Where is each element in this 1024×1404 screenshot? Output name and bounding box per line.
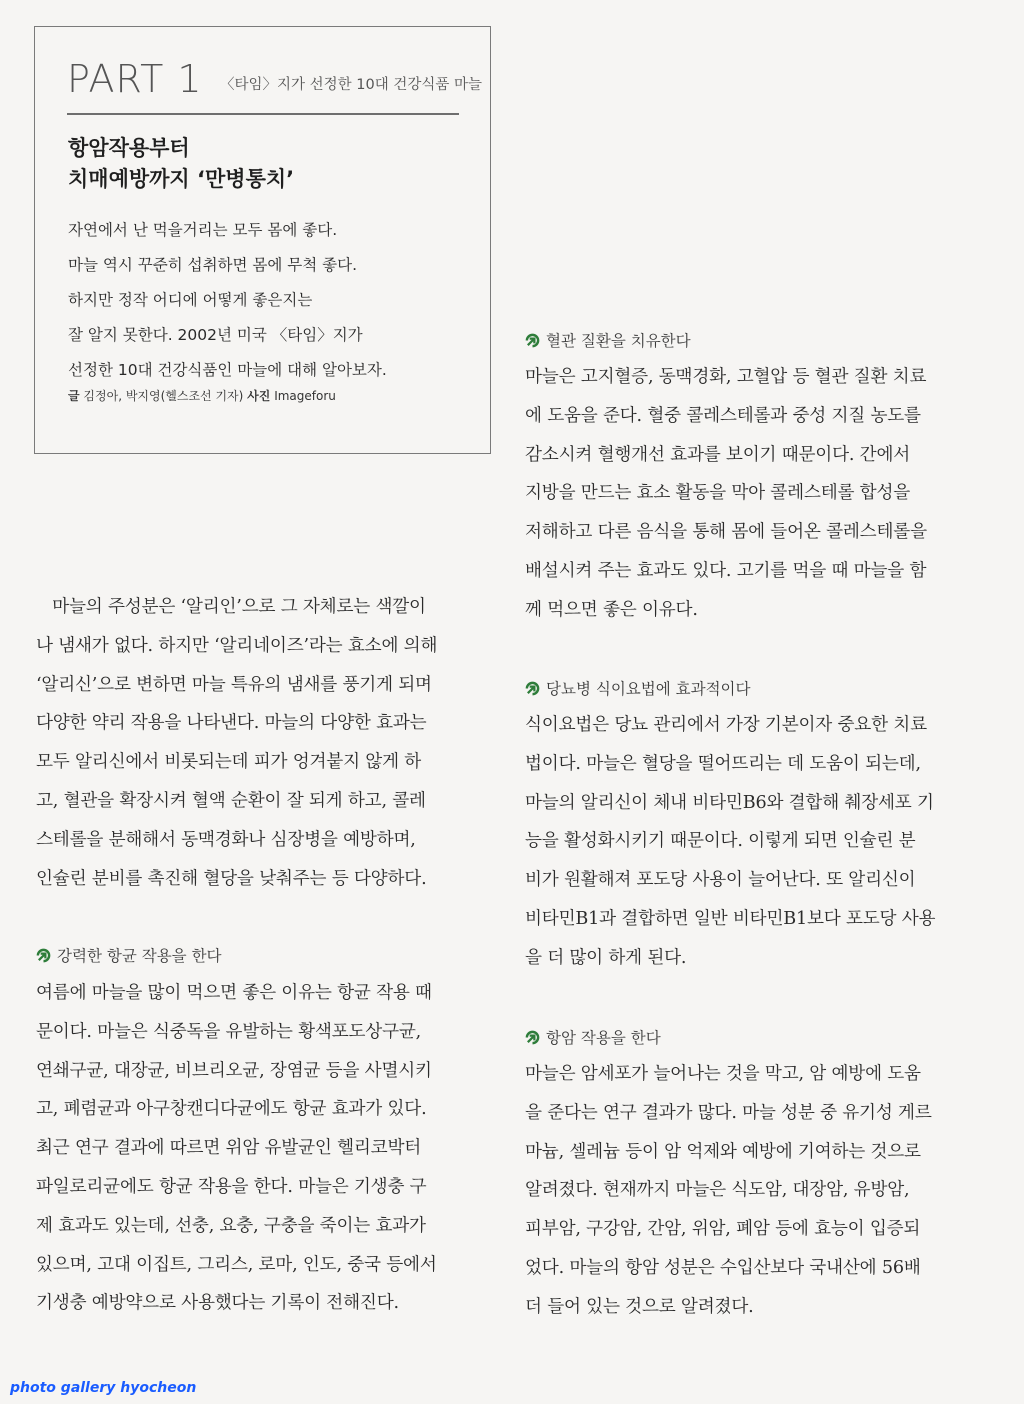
- paragraph-line: 있으며, 고대 이집트, 그리스, 로마, 인도, 중국 등에서: [36, 1254, 437, 1275]
- lead-line: 잘 알지 못한다. 2002년 미국 〈타임〉지가: [68, 326, 363, 344]
- headline: [68, 133, 468, 195]
- paragraph-line: 인슐린 분비를 촉진해 혈당을 낮춰주는 등 다양하다.: [36, 868, 427, 889]
- paragraph-line: 고, 폐렴균과 아구창캔디다균에도 항균 효과가 있다.: [36, 1099, 427, 1120]
- lead-line: 자연에서 난 먹을거리는 모두 몸에 좋다.: [68, 221, 338, 239]
- paragraph-line: 을 더 많이 하게 된다.: [525, 947, 687, 968]
- arrow-bullet-icon: [525, 1030, 540, 1045]
- headline-line: 항암작용부터: [68, 136, 190, 160]
- section-title: 항암 작용을 한다: [546, 1029, 661, 1047]
- intro-box: [34, 26, 491, 454]
- byline-photo-source: Imageforu: [274, 389, 336, 403]
- paragraph-line: 었다. 마늘의 항암 성분은 수입산보다 국내산에 56배: [525, 1257, 921, 1278]
- section-heading-anticancer: [525, 1026, 661, 1048]
- paragraph-line: 지방을 만드는 효소 활동을 막아 콜레스테롤 합성을: [525, 483, 911, 504]
- byline-authors: 김정아, 박지영(헬스조선 기자): [83, 389, 244, 403]
- paragraph-line: 최근 연구 결과에 따르면 위암 유발균인 헬리코박터: [36, 1138, 422, 1159]
- section-title: 강력한 항균 작용을 한다: [57, 947, 222, 965]
- part-subtitle: 〈타임〉지가 선정한 10대 건강식품 마늘: [220, 77, 482, 93]
- paragraph-line: 마늘은 고지혈증, 동맥경화, 고혈압 등 혈관 질환 치료: [525, 367, 927, 387]
- paragraph-line: 배설시켜 주는 효과도 있다. 고기를 먹을 때 마늘을 함: [525, 560, 927, 581]
- paragraph-line: 을 준다는 연구 결과가 많다. 마늘 성분 중 유기성 게르: [525, 1102, 932, 1123]
- arrow-bullet-icon: [525, 681, 540, 696]
- arrow-bullet-icon: [36, 948, 51, 963]
- paragraph-line: 모두 알리신에서 비롯되는데 피가 엉겨붙지 않게 하: [36, 752, 422, 773]
- paragraph-line: 스테롤을 분해해서 동맥경화나 심장병을 예방하며,: [36, 829, 416, 850]
- paragraph-line: 저해하고 다른 음식을 통해 몸에 들어온 콜레스테롤을: [525, 522, 927, 543]
- paragraph-line: 비가 원활해져 포도당 사용이 늘어난다. 또 알리신이: [525, 870, 916, 891]
- watermark: photo gallery hyocheon: [10, 1380, 197, 1396]
- section-title: 당뇨병 식이요법에 효과적이다: [546, 680, 751, 698]
- header-divider: [67, 113, 459, 115]
- paragraph-line: 마늄, 셀레늄 등이 암 억제와 예방에 기여하는 것으로: [525, 1141, 921, 1162]
- paragraph-line: 피부암, 구강암, 간암, 위암, 폐암 등에 효능이 입증되: [525, 1219, 921, 1240]
- section-body-vascular: [525, 358, 987, 630]
- left-intro-paragraph: [36, 588, 496, 898]
- section-body-antibacterial: [36, 974, 496, 1323]
- section-heading-diabetes: [525, 677, 751, 699]
- paragraph-line: 비타민B1과 결합하면 일반 비타민B1보다 포도당 사용: [525, 908, 936, 929]
- section-body-diabetes: [525, 706, 987, 978]
- lead-paragraph: [68, 213, 488, 388]
- byline-text-label: 글: [68, 389, 80, 403]
- lead-line: 하지만 정작 어디에 어떻게 좋은지는: [68, 291, 313, 309]
- paragraph-line: 고, 혈관을 확장시켜 혈액 순환이 잘 되게 하고, 콜레: [36, 790, 426, 811]
- paragraph-line: 더 들어 있는 것으로 알려졌다.: [525, 1296, 754, 1317]
- byline-photo-label: 사진: [247, 389, 271, 403]
- paragraph-line: 능을 활성화시키기 때문이다. 이렇게 되면 인슐린 분: [525, 831, 916, 852]
- part-label: PART 1: [67, 57, 203, 101]
- paragraph-line: 마늘의 알리신이 체내 비타민B6와 결합해 췌장세포 기: [525, 792, 934, 813]
- paragraph-line: 에 도움을 준다. 혈중 콜레스테롤과 중성 지질 농도를: [525, 405, 921, 426]
- headline-line: 치매예방까지 ‘만병통치’: [68, 167, 295, 191]
- paragraph-line: 기생충 예방약으로 사용했다는 기록이 전해진다.: [36, 1293, 399, 1314]
- lead-line: 선정한 10대 건강식품인 마늘에 대해 알아보자.: [68, 361, 387, 379]
- paragraph-line: 께 먹으면 좋은 이유다.: [525, 599, 698, 620]
- paragraph-line: 파일로리균에도 항균 작용을 한다. 마늘은 기생충 구: [36, 1176, 427, 1197]
- paragraph-line: 감소시켜 혈행개선 효과를 보이기 때문이다. 간에서: [525, 444, 911, 465]
- paragraph-line: 다양한 약리 작용을 나타낸다. 마늘의 다양한 효과는: [36, 713, 427, 734]
- section-heading-antibacterial: [36, 944, 222, 966]
- paragraph-line: 제 효과도 있는데, 선충, 요충, 구충을 죽이는 효과가: [36, 1215, 426, 1236]
- paragraph-line: 알려졌다. 현재까지 마늘은 식도암, 대장암, 유방암,: [525, 1180, 910, 1201]
- paragraph-line: ‘알리신’으로 변하면 마늘 특유의 냄새를 풍기게 되며: [36, 674, 432, 695]
- section-body-anticancer: [525, 1055, 987, 1327]
- byline: [68, 387, 336, 404]
- paragraph-line: 마늘은 암세포가 늘어나는 것을 막고, 암 예방에 도움: [525, 1064, 921, 1084]
- arrow-bullet-icon: [525, 333, 540, 348]
- lead-line: 마늘 역시 꾸준히 섭취하면 몸에 무척 좋다.: [68, 256, 358, 274]
- section-title: 혈관 질환을 치유한다: [546, 332, 691, 350]
- paragraph-line: 마늘의 주성분은 ‘알리인’으로 그 자체로는 색깔이: [36, 597, 426, 617]
- paragraph-line: 나 냄새가 없다. 하지만 ‘알리네이즈’라는 효소에 의해: [36, 635, 438, 656]
- paragraph-line: 연쇄구균, 대장균, 비브리오균, 장염균 등을 사멸시키: [36, 1060, 432, 1081]
- paragraph-line: 법이다. 마늘은 혈당을 떨어뜨리는 데 도움이 되는데,: [525, 753, 921, 774]
- paragraph-line: 여름에 마늘을 많이 먹으면 좋은 이유는 항균 작용 때: [36, 983, 432, 1003]
- part-header: [67, 57, 482, 113]
- section-heading-vascular: [525, 329, 691, 351]
- paragraph-line: 식이요법은 당뇨 관리에서 가장 기본이자 중요한 치료: [525, 715, 927, 735]
- paragraph-line: 문이다. 마늘은 식중독을 유발하는 황색포도상구균,: [36, 1021, 422, 1042]
